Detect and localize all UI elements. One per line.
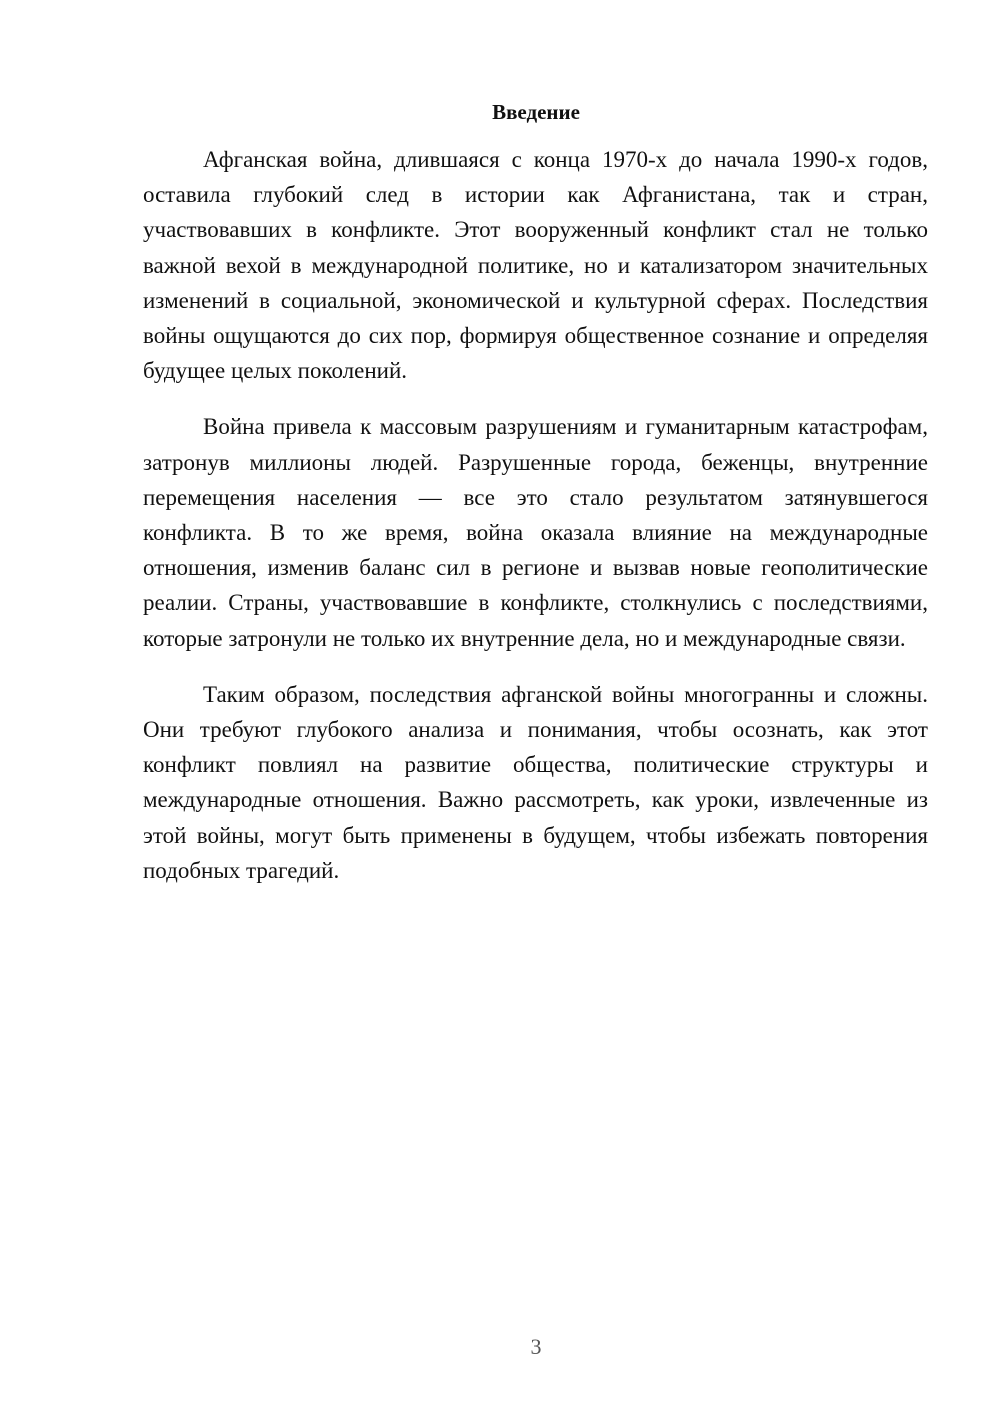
body-text [143,142,928,909]
paragraph-2: Война привела к массовым разрушениям и гуманитарным катастрофам, затронув миллионы людей. Разрушенные города, беженцы, внутренние перемещения населения — все это стало результатом затянувшегося конфликта. В то же время, война оказала влияние на международные отношения, изменив баланс сил в регионе и вызвав новые геополитические реалии. Страны, участвовавшие в конфликте, столкнулись с последствиями, которые затронули не только их внутренние дела, но и международные связи. [143,414,928,651]
section-heading: Введение [492,100,580,124]
page-number: 3 [530,1334,542,1359]
paragraph-3: Таким образом, последствия афганской войны многогранны и сложны. Они требуют глубокого анализа и понимания, чтобы осознать, как этот конфликт повлиял на развитие общества, политические структуры и международные отношения. Важно рассмотреть, как уроки, извлеченные из этой войны, могут быть применены в будущем, чтобы избежать повторения подобных трагедий. [143,681,928,883]
paragraph-1: Афганская война, длившаяся с конца 1970-х до начала 1990-х годов, оставила глубокий след в истории как Афганистана, так и стран, участвовавших в конфликте. Этот вооруженный конфликт стал не только важной вехой в международной политике, но и катализатором значительных изменений в социальной, экономической и культурной сферах. Последствия войны ощущаются до сих пор, формируя общественное сознание и определяя будущее целых поколений. [143,147,928,384]
